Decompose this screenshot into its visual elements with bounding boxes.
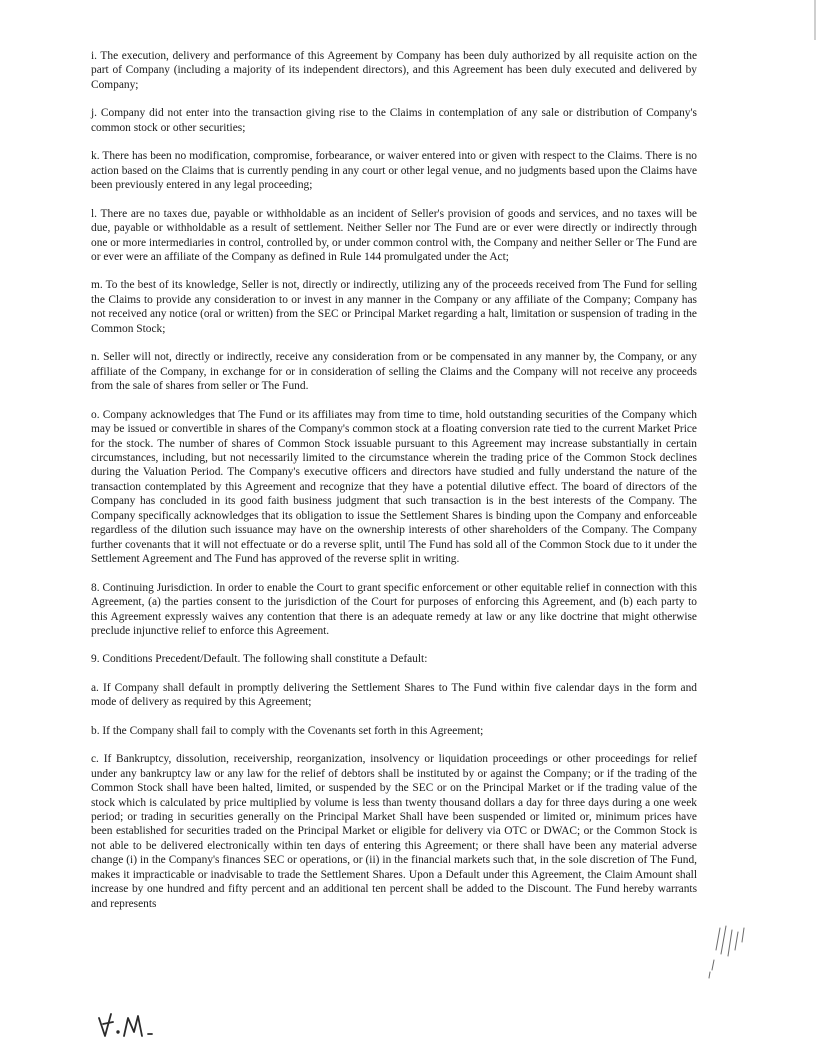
handwritten-initials-signature <box>93 1006 173 1046</box>
clause-l: l. There are no taxes due, payable or withholdable as an incident of Seller's provision of goods and services, and no taxes will be due, payable or withholdable as a result of settlement. Neither Seller nor The Fund are or ever were directly or indirectly through one or more intermediaries in control, controlled by, or under common control with, the Company and neither Seller or The Fund are or ever were an affiliate of the Company as defined in Rule 144 promulgated under the Act; <box>91 207 697 263</box>
clause-m: m. To the best of its knowledge, Seller is not, directly or indirectly, utilizing any of the proceeds received from The Fund for selling the Claims to provide any consideration to or invest in any manner in the Company or any affiliate of the Company; Company has not received any notice (oral or written) from the SEC or Principal Market regarding a halt, limitation or suspension of trading in the Common Stock; <box>91 279 697 335</box>
clause-i: i. The execution, delivery and performance of this Agreement by Company has been duly authorized by all requisite action on the part of Company (including a majority of its independent directors), and this Agreement has been duly executed and delivered by Company; <box>91 50 697 91</box>
section-9-heading: 9. Conditions Precedent/Default. The following shall constitute a Default: <box>91 653 428 666</box>
document-body <box>91 49 697 911</box>
clause-o: o. Company acknowledges that The Fund or its affiliates may from time to time, hold outstanding securities of the Company which may be issued or convertible in shares of the Company's common stock at a floating conversion rate tied to the current Market Price for the stock. The number of shares of Common Stock issuable pursuant to this Agreement may increase substantially in certain circumstances, including, but not necessarily limited to the circumstance wherein the trading price of the Common Stock declines during the Valuation Period. The Company's executive officers and directors have studied and fully understand the nature of the transaction contemplated by this Agreement and recognize that they have a potential dilutive effect. The board of directors of the Company has concluded in its good faith business judgment that such transaction is in the best interests of the Company. The Company specifically acknowledges that its obligation to issue the Settlement Shares is binding upon the Company and enforceable regardless of the dilution such issuance may have on the ownership interests of other shareholders of the Company. The Company further covenants that it will not effectuate or do a reverse split, until The Fund has sold all of the Common Stock due to it under the Settlement Agreement and The Fund has approved of the reverse split in writing. <box>91 408 697 566</box>
clause-n: n. Seller will not, directly or indirectly, receive any consideration from or be compensated in any manner by, the Company, or any affiliate of the Company, in exchange for or in consideration of selling the Claims and the Company will not receive any proceeds from the sale of shares from seller or The Fund. <box>91 351 697 393</box>
section-8-continuing-jurisdiction: 8. Continuing Jurisdiction. In order to enable the Court to grant specific enforcement or other equitable relief in connection with this Agreement, (a) the parties consent to the jurisdiction of the Court for purposes of enforcing this Agreement, and (b) each party to this Agreement expressly waives any contention that there is an adequate remedy at law or any like doctrine that might otherwise preclude injunctive relief to enforce this Agreement. <box>91 581 697 637</box>
clause-j: j. Company did not enter into the transaction giving rise to the Claims in contemplation of any sale or distribution of Company's common stock or other securities; <box>91 107 697 134</box>
margin-scribble-mark <box>702 920 758 984</box>
default-clause-c: c. If Bankruptcy, dissolution, receivership, reorganization, insolvency or liquidation proceedings or other proceedings for relief under any bankruptcy law or any law for the relief of debtors shall be instituted by or against the Company; or if the trading of the Common Stock shall have been halted, limited, or suspended by the SEC or on the Principal Market or if the trading value of the stock which is calculated by price multiplied by volume is less than twenty thousand dollars a day for three days during a one week period; or trading in securities generally on the Principal Market Shall have been suspended or limited or, minimum prices have been established for securities traded on the Principal Market or eligible for delivery via OTC or DWAC; or the Common Stock is not able to be delivered electronically within ten days of entering this Agreement; or there shall have been any material adverse change (i) in the Company's finances SEC or operations, or (ii) in the financial markets such that, in the sole discretion of The Fund, makes it impracticable or inadvisable to trade the Settlement Shares. Upon a Default under this Agreement, the Claim Amount shall increase by one hundred and fifty percent and an additional ten percent shall be added to the Discount. The Fund hereby warrants and represents <box>91 753 697 910</box>
clause-k: k. There has been no modification, compromise, forbearance, or waiver entered into or given with respect to the Claims. There is no action based on the Claims that is currently pending in any court or other legal venue, and no judgments based upon the Claims have been previously entered in any legal proceeding; <box>91 150 697 192</box>
default-clause-b: b. If the Company shall fail to comply with the Covenants set forth in this Agreement; <box>91 724 484 737</box>
default-clause-a: a. If Company shall default in promptly delivering the Settlement Shares to The Fund within five calendar days in the form and mode of delivery as required by this Agreement; <box>91 681 697 709</box>
